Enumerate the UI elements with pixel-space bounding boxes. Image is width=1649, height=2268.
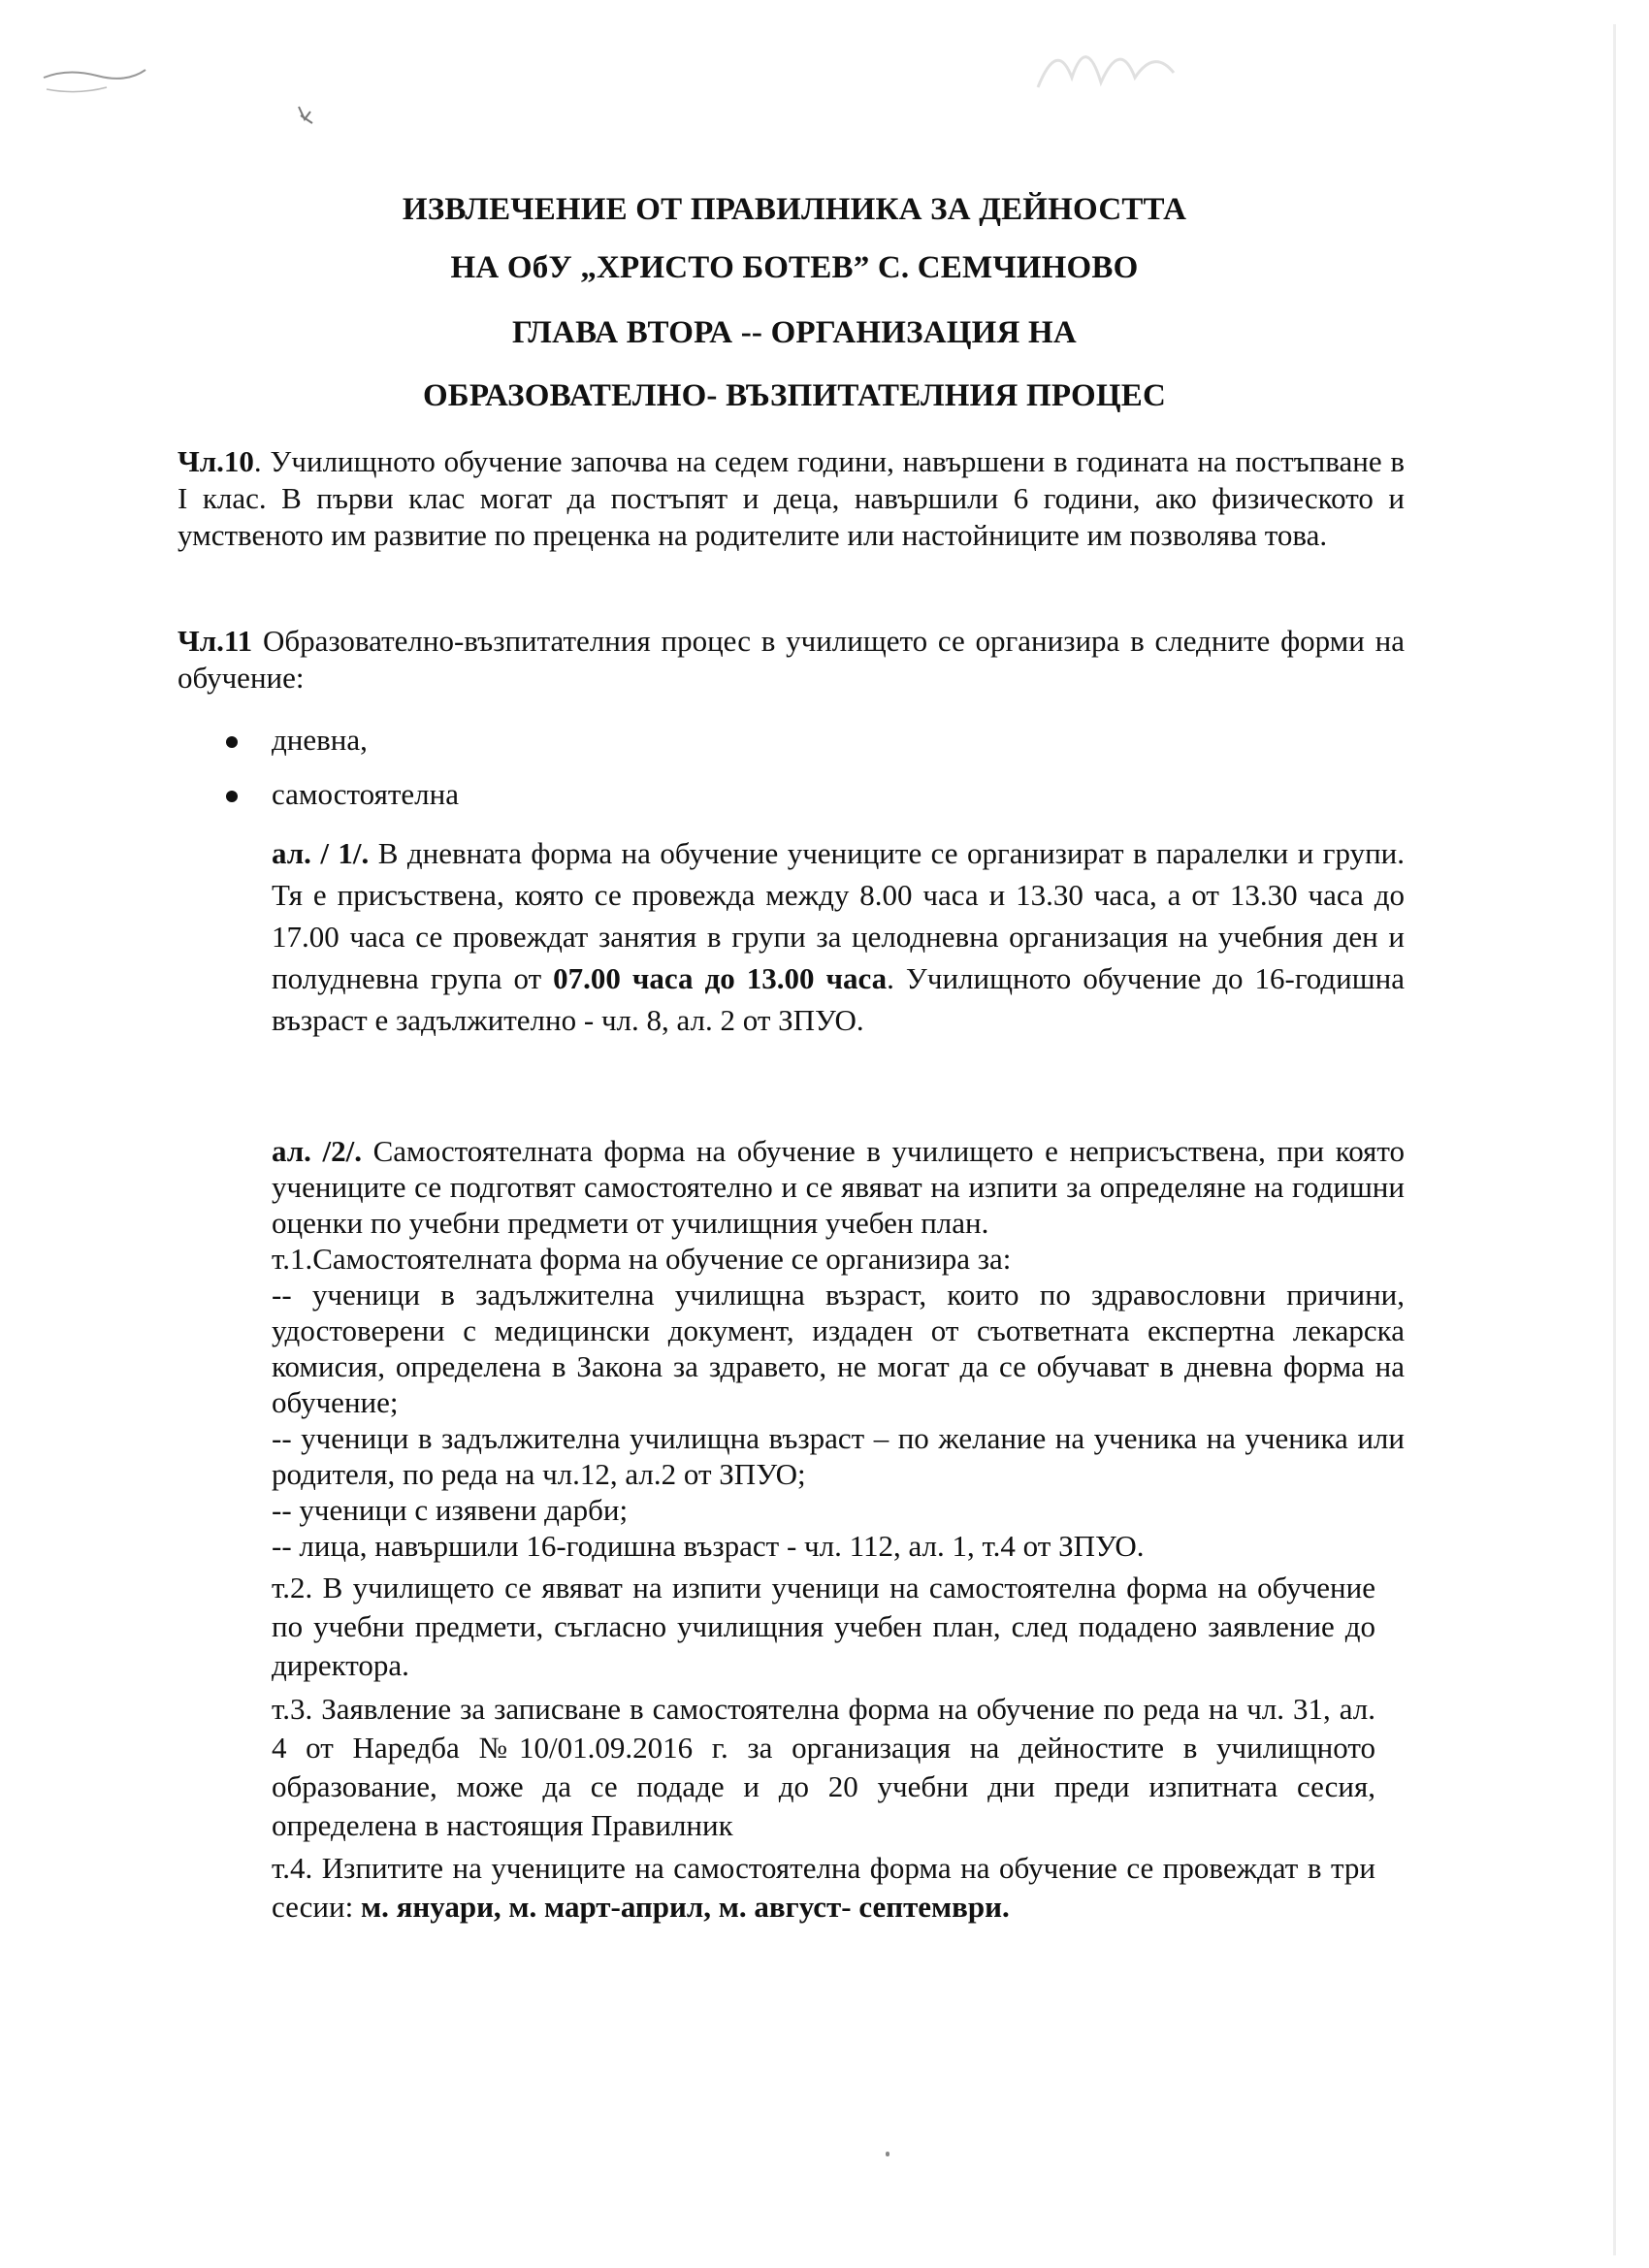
scan-artifact-top-left bbox=[39, 49, 165, 136]
article-10-label: Чл.10 bbox=[178, 444, 254, 478]
article-11-text: Образователно-възпитателния процес в училището се организира в следните форми на обучение: bbox=[178, 624, 1405, 695]
al-1-bold-time: 07.00 часа до 13.00 часа bbox=[553, 961, 888, 995]
form-item-independent: самостоятелна bbox=[272, 777, 459, 811]
item-t4-text: т.4. Изпитите на учениците на самостоятелна форма на обучение се провеждат в три сесии: bbox=[272, 1851, 1375, 1924]
paragraph-al-2 bbox=[272, 1133, 1405, 1241]
item-t4-sessions: м. януари, м. март-април, м. август- септември. bbox=[360, 1890, 1010, 1924]
item-t2: т.2. В училището се явяват на изпити ученици на самостоятелна форма на обучение по учебни предмети, съгласно училищния учебен план, след подадено заявление до директора. bbox=[272, 1571, 1375, 1682]
al-1-text-b: . Училищното обучение до 16-годишна възраст е задължително - чл. 8, ал. 2 от ЗПУО. bbox=[272, 961, 1405, 1037]
paragraph-al-1 bbox=[272, 832, 1405, 1041]
al-2-text: Самостоятелната форма на обучение в училището е неприсъствена, при която учениците се подготвят самостоятелно и се явяват на изпити за определяне на годишни оценки по учебни предмети от училищния учебен план. bbox=[272, 1134, 1406, 1240]
title-line-1: ИЗВЛЕЧЕНИЕ ОТ ПРАВИЛНИКА ЗА ДЕЙНОСТТА bbox=[402, 192, 1187, 227]
item-t1-4: -- лица, навършили 16-годишна възраст - чл. 112, ал. 1, т.4 от ЗПУО. bbox=[272, 1529, 1145, 1563]
scan-speck-bottom bbox=[886, 2152, 889, 2156]
item-t1-1: -- ученици в задължителна училищна възраст, които по здравословни причини, удостоверени с медицински документ, издаден от съответната експертна лекарска комисия, определена в Закона за здравето, не могат да се обучават в дневна форма на обучение; bbox=[272, 1278, 1405, 1419]
al-1-label: ал. / 1/. bbox=[272, 836, 370, 870]
item-t4 bbox=[272, 1849, 1375, 1927]
title-line-3: ГЛАВА ВТОРА -- ОРГАНИЗАЦИЯ НА bbox=[512, 315, 1077, 350]
scan-artifact-speck bbox=[291, 102, 320, 131]
article-10 bbox=[178, 443, 1405, 554]
bullet-dot bbox=[226, 736, 238, 748]
item-t1-2: -- ученици в задължителна училищна възраст – по желание на ученика на ученика или родителя, по реда на чл.12, ал.2 от ЗПУО; bbox=[272, 1421, 1405, 1491]
title-line-4: ОБРАЗОВАТЕЛНО- ВЪЗПИТАТЕЛНИЯ ПРОЦЕС bbox=[422, 378, 1167, 413]
article-11 bbox=[178, 623, 1405, 697]
article-10-text: . Училищното обучение започва на седем години, навършени в годината на постъпване в I клас. В първи клас могат да постъпят и деца, навършили 6 години, ако физическото и умственото им развитие по преценка на родителите или настойниците им позволява това. bbox=[178, 444, 1405, 552]
form-item-daily: дневна, bbox=[272, 723, 368, 757]
item-t1-3: -- ученици с изявени дарби; bbox=[272, 1493, 629, 1527]
bullet-dot bbox=[226, 791, 238, 802]
scan-edge-right bbox=[1613, 24, 1616, 2255]
article-11-label: Чл.11 bbox=[178, 624, 253, 658]
scan-artifact-top-right bbox=[1028, 19, 1203, 107]
item-t1-head: т.1.Самостоятелната форма на обучение се организира за: bbox=[272, 1242, 1012, 1276]
item-t3: т.3. Заявление за записване в самостоятелна форма на обучение по реда на чл. 31, ал. 4 от Наредба №10/01.09.2016 г. за организация на дейностите в училищното образование, може да се подаде и до 20 учебни дни преди изпитната сесия, определена в настоящия Правилник bbox=[272, 1692, 1375, 1842]
title-line-2: НА ОбУ „ХРИСТО БОТЕВ” С. СЕМЧИНОВО bbox=[450, 250, 1139, 285]
al-1-text-a: В дневната форма на обучение учениците се организират в паралелки и групи. Тя е присъствена, която се провежда между 8.00 часа и 13.30 часа, а от 13.30 часа до 17.00 часа се провеждат занятия в групи за целодневна организация на учебния ден и полудневна група от bbox=[272, 836, 1406, 995]
al-2-label: ал. /2/. bbox=[272, 1134, 362, 1168]
